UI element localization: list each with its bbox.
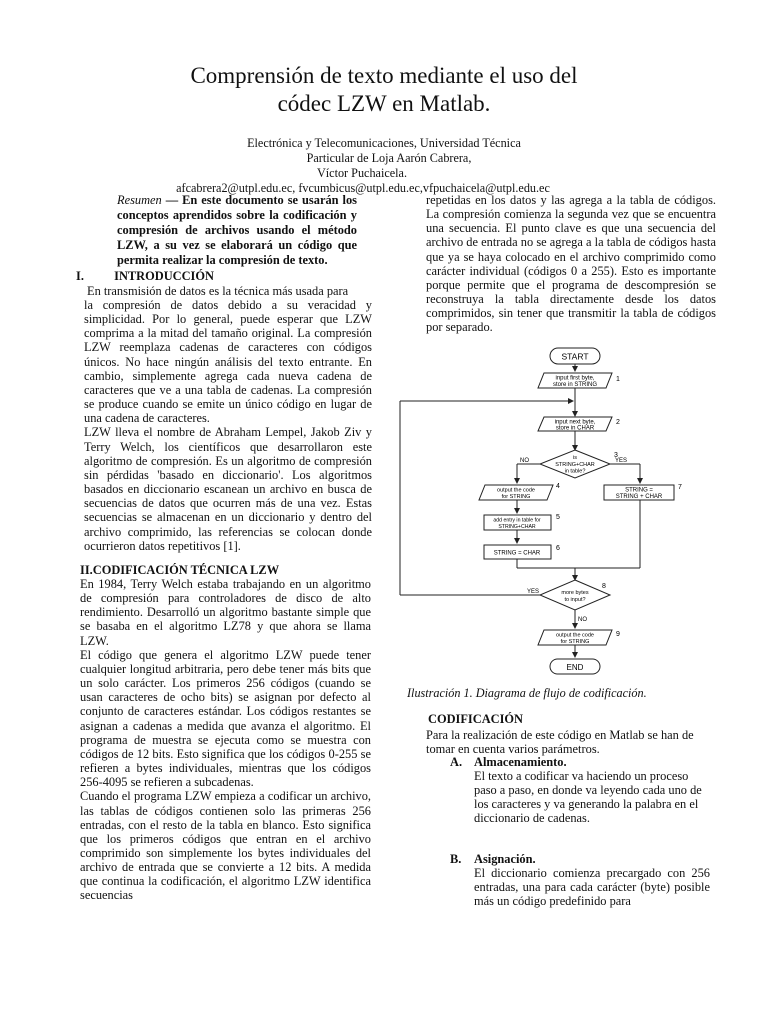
affiliation-line-1: Electrónica y Telecomunicaciones, Universidad Técnica (247, 136, 521, 150)
flow-step-9-line-a: output the code (556, 632, 594, 639)
flow-decision-1-line-b: STRING+CHAR (555, 462, 595, 468)
flow-number-4: 4 (556, 483, 560, 490)
flow-step-5-line-a: add entry in table for (493, 517, 541, 524)
right-column-paragraph: repetidas en los datos y las agrega a la tabla de códigos. La compresión comienza la segunda vez que se encuentra una secuencia. El punto clave es que una secuencia del archivo de entrada no se agrega a la tabla de códigos hasta que ya se haya colocado en el archivo comprimido como carácter individual (códigos 0 a 255). Esto es importante porque permite que el programa de descompresión se reconstruya la tabla directamente desde los datos comprimidos, sin tener que transmitir la tabla de códigos por separado. (426, 193, 716, 335)
subsection-a-title: Almacenamiento. (474, 755, 567, 769)
intro-paragraph-1: En transmisión de datos es la técnica más usada para (87, 284, 349, 298)
flow-start-label: START (561, 351, 589, 362)
codificacion-intro: Para la realización de este código en Matlab se han de tomar en cuenta varios parámetros. (426, 728, 694, 757)
flow-step-6-label: STRING = CHAR (493, 550, 541, 557)
lzw-flowchart (392, 336, 722, 681)
flow-yes-label-1: YES (615, 458, 628, 464)
page-title (0, 62, 768, 118)
flow-step-7-line-a: STRING = (625, 487, 653, 494)
author-emails: afcabrera2@utpl.edu.ec, fvcumbicus@utpl.edu.ec,vfpuchaicela@utpl.edu.ec (176, 181, 550, 195)
flow-step-4-line-b: for STRING (501, 494, 531, 500)
subsection-b-text: El diccionario comienza precargado con 256 entradas, una para cada carácter (byte) posible más un código predefinido para (474, 866, 710, 909)
section-heading-intro (76, 269, 214, 284)
title-line-1: Comprensión de texto mediante el uso del (190, 63, 578, 88)
abstract-text: En este documento se usarán los conceptos aprendidos sobre la codificación y compresión de archivos usando el método LZW, a su vez se elaborará un código que permita realizar la compresión de texto. (117, 193, 357, 267)
subsection-a-label: A. (450, 755, 463, 769)
intro-paragraph-2: la compresión de datos debido a su veracidad y simplicidad. Por lo general, puede esperar que LZW comprima a la mitad del tamaño original. La compresión LZW reemplaza cadenas de caracteres con códigos únicos. No hace ningún análisis del texto entrante. En cambio, simplemente agrega cada nueva cadena de caracteres que ve a una tabla de cadenas. La compresión se produce cuando se emite un único código en lugar de una cadena de caracteres. (84, 298, 372, 426)
intro-title: INTRODUCCIÓN (114, 269, 214, 283)
flow-number-6: 6 (556, 545, 560, 552)
figure-caption: Ilustración 1. Diagrama de flujo de codificación. (407, 686, 647, 700)
flow-number-7: 7 (678, 484, 682, 491)
tecnica-paragraph-2: El código que genera el algoritmo LZW puede tener cualquier longitud arbitraria, pero debe tener más bits que un solo carácter. Los primeros 256 códigos (cuando se usan caracteres de ocho bits) se asignan por defecto al conjunto de caracteres estándar. Los códigos restantes se asignan a cadenas a medida que avanza el algoritmo. El programa de muestra se ejecuta como se muestra con códigos de 12 bits. Esto significa que los códigos 0-255 se refieren a bytes individuales, mientras que los códigos 256-4095 se refieren a subcadenas. (80, 647, 371, 790)
flow-step-5-line-b: STRING+CHAR (498, 524, 536, 530)
tecnica-paragraph-3: Cuando el programa LZW empieza a codificar un archivo, las tablas de códigos contienen solo las primeras 256 entradas, con el resto de la tabla en blanco. Esto significa que los primeros códigos que entran en el archivo comprimido son simplemente los bytes individuales del archivo de entrada que se convierte a 12 bits. A medida que continua la codificación, el algoritmo LZW identifica secuencias (80, 789, 371, 903)
abstract (117, 193, 357, 268)
tecnica-paragraph-1: En 1984, Terry Welch estaba trabajando en un algoritmo de compresión para controladores de disco de alto rendimiento. Desarrolló un algoritmo bastante simple que se basaba en el algoritmo LZ78 y que ahora se llama LZW. (80, 577, 371, 648)
flow-number-9: 9 (616, 631, 620, 638)
intro-paragraph-3: LZW lleva el nombre de Abraham Lempel, Jakob Ziv y Terry Welch, los científicos que desarrollaron este algoritmo de compresión. Es un algoritmo de compresión sin pérdidas 'basado en diccionario'. Los algoritmos basados en diccionario escanean un archivo en busca de secuencias de datos que ocurren más de una vez. Estas secuencias se almacenan en un diccionario y dentro del archivo comprimido, las referencias se colocan donde ocurrieron datos repetitivos [1]. (84, 425, 372, 553)
subsection-a-text: El texto a codificar va haciendo un proceso paso a paso, en donde va leyendo cada uno de los caracteres y va generando la palabra en el diccionario de cadenas. (474, 769, 702, 826)
flow-step-2-line-b: store in CHAR (555, 425, 595, 432)
flow-decision-1-line-a: is (573, 455, 577, 461)
flow-number-3: 3 (614, 452, 618, 459)
abstract-dash: — (161, 193, 183, 207)
flow-number-8: 8 (602, 583, 606, 590)
flow-step-9-line-b: for STRING (560, 639, 590, 645)
intro-first-line-block (87, 284, 372, 298)
affiliation-block (0, 136, 768, 196)
abstract-label: Resumen (117, 193, 162, 207)
tecnica-body (80, 577, 371, 903)
affiliation-line-3: Víctor Puchaicela. (316, 166, 407, 180)
flow-no-label-1: NO (520, 458, 529, 464)
flow-step-1-line-b: store in STRING (552, 382, 598, 388)
flow-number-1: 1 (616, 376, 620, 383)
flow-decision-1-line-c: in table? (564, 468, 586, 475)
flow-end-label: END (566, 663, 584, 672)
right-column-intro (426, 193, 716, 335)
flow-step-4-line-a: output the code (497, 487, 535, 494)
flow-decision-2-line-b: to input? (564, 597, 586, 603)
intro-number: I. (76, 269, 84, 283)
flow-step-2-line-a: input next byte, (554, 419, 596, 426)
flow-decision-2-line-a: more bytes (561, 590, 589, 596)
subsection-b-label: B. (450, 852, 462, 866)
flow-step-1-line-a: input first byte, (555, 375, 595, 382)
affiliation-line-2: Particular de Loja Aarón Cabrera, (306, 151, 472, 165)
subsection-b-title: Asignación. (474, 852, 536, 866)
flow-number-2: 2 (616, 419, 620, 426)
flow-yes-label-2: YES (527, 589, 540, 595)
section-heading-tecnica: II.CODIFICACIÓN TÉCNICA LZW (80, 563, 280, 577)
title-line-2: códec LZW en Matlab. (277, 91, 491, 116)
flow-step-7-line-b: STRING + CHAR (615, 494, 663, 500)
flow-number-5: 5 (556, 514, 560, 521)
section-heading-codificacion: CODIFICACIÓN (428, 712, 523, 726)
flow-no-label-2: NO (578, 617, 587, 623)
intro-body (84, 298, 372, 553)
